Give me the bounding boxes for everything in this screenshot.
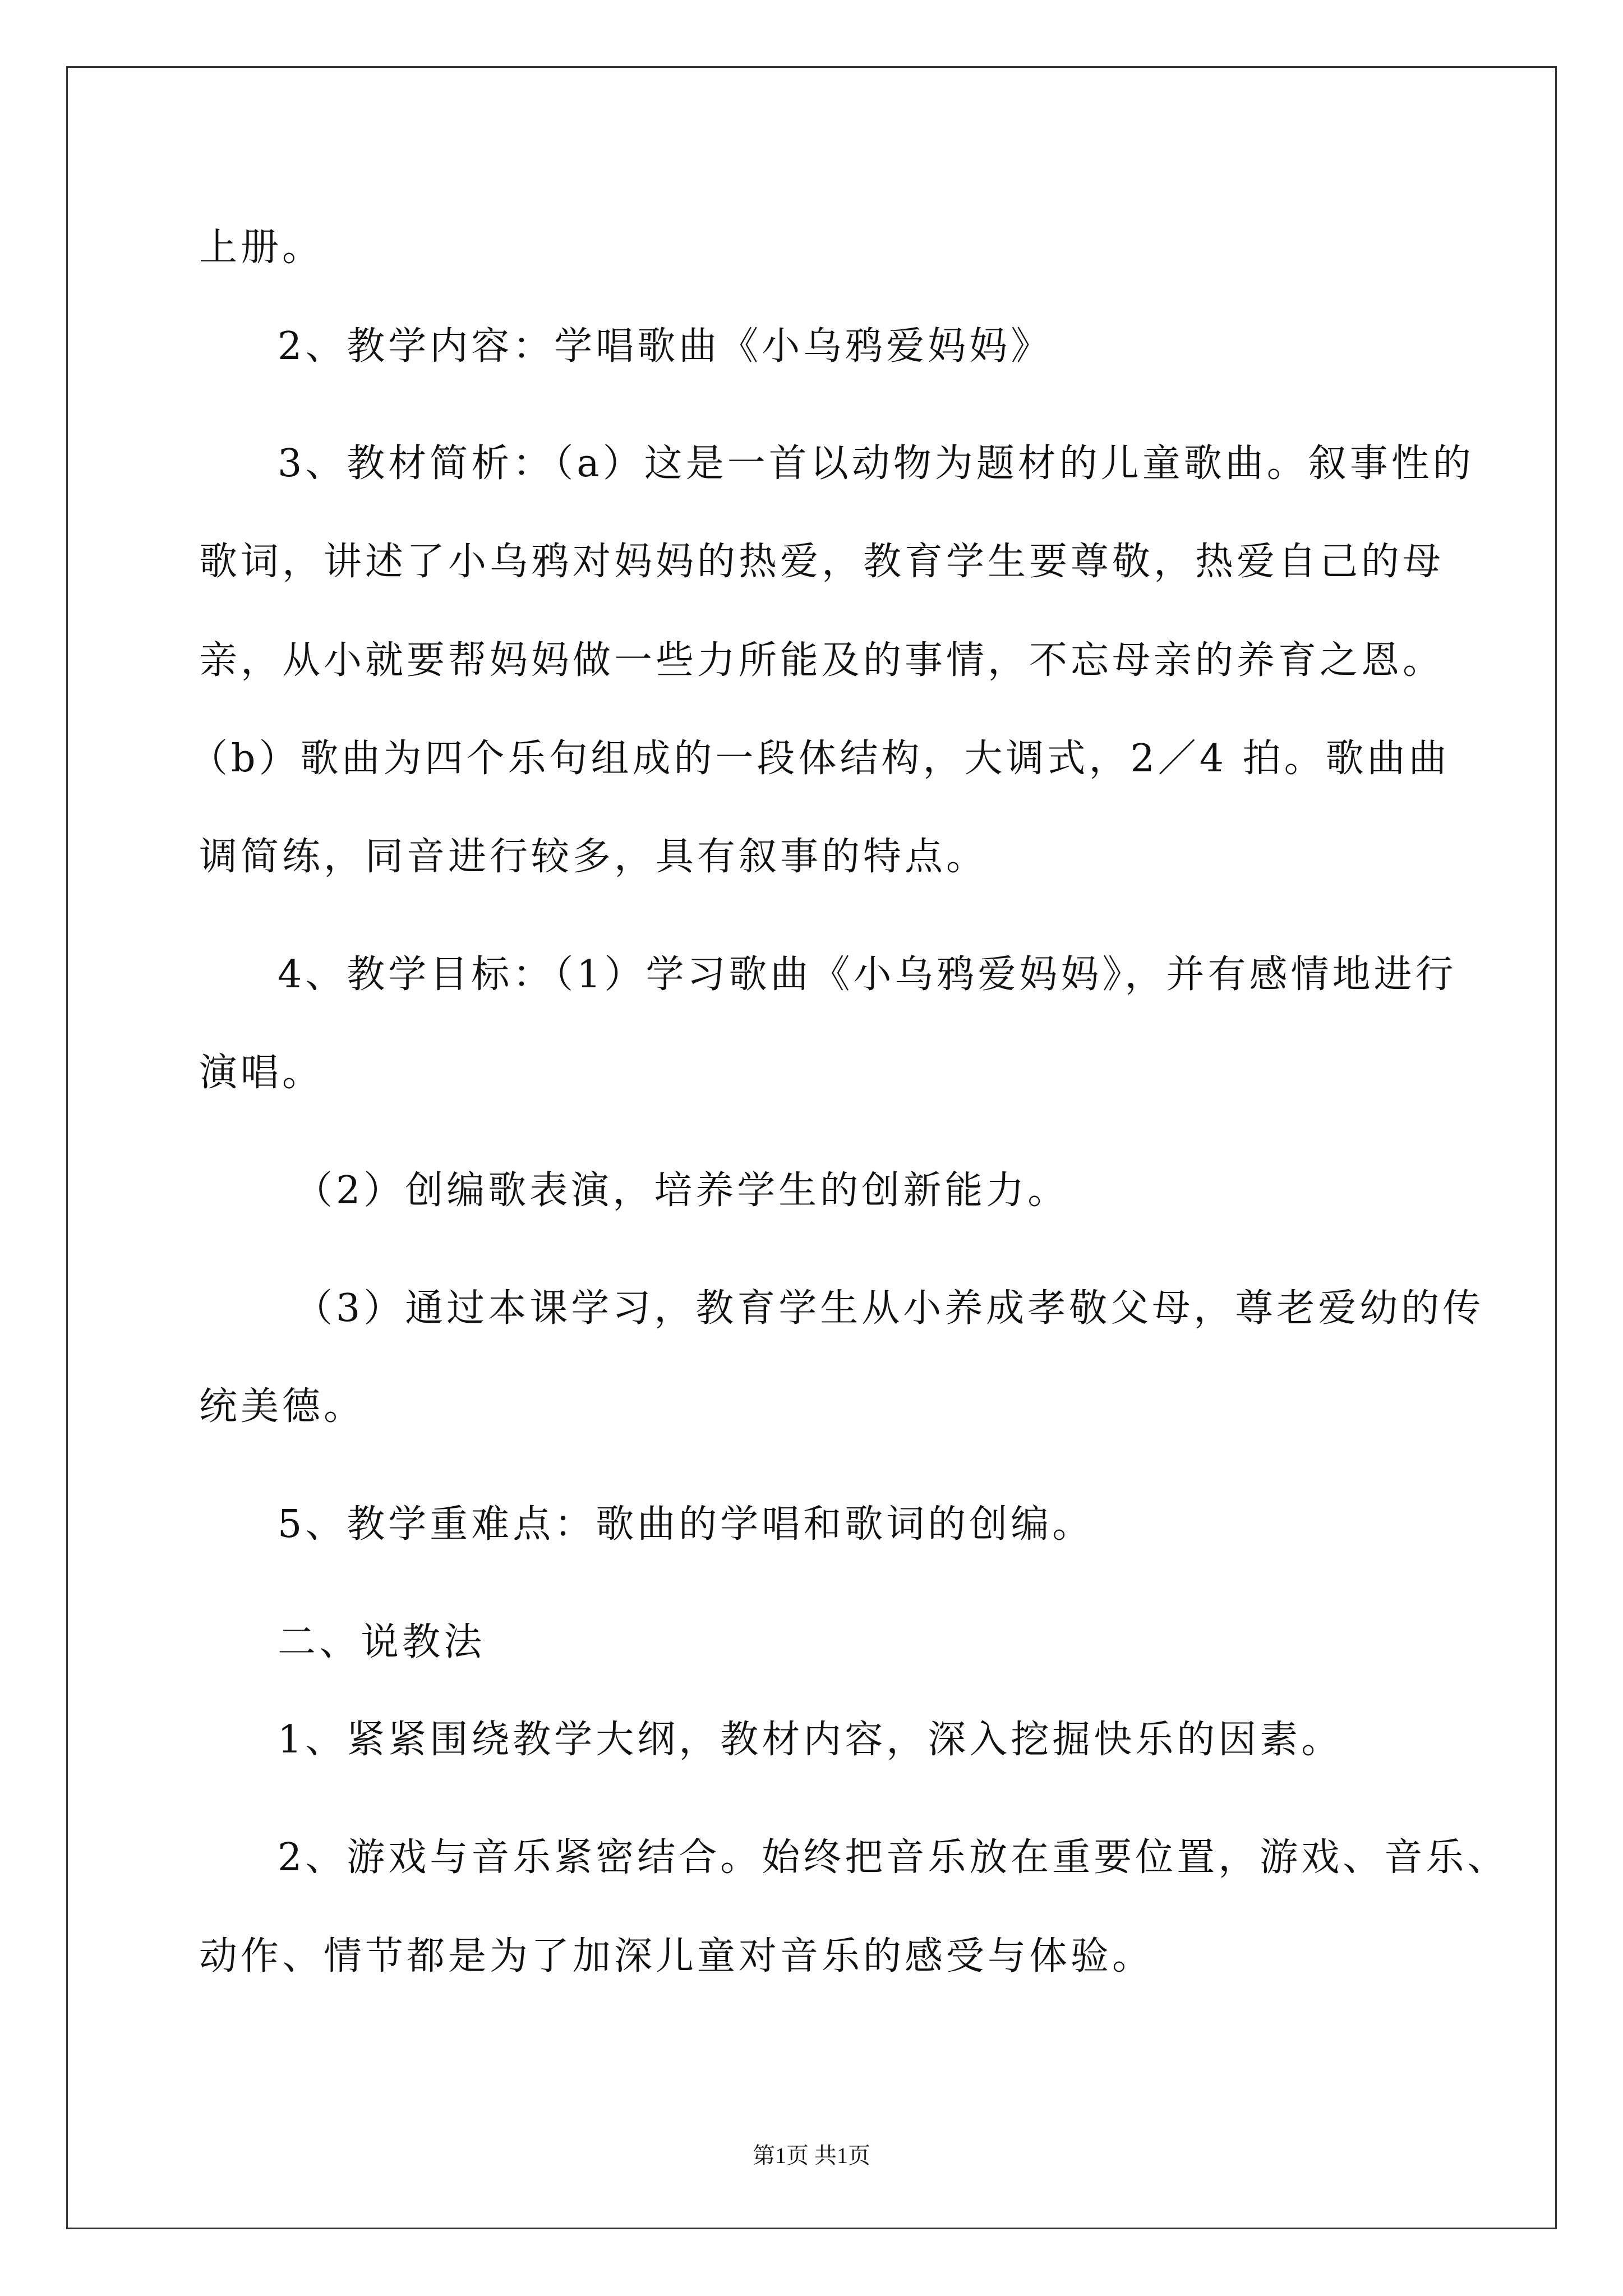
page-number-footer: 第1页 共1页 [753, 2143, 870, 2168]
text-line: 歌词，讲述了小乌鸦对妈妈的热爱，教育学生要尊敬，热爱自己的母 [199, 540, 1445, 584]
text-line: （2）创编歌表演，培养学生的创新能力。 [294, 1168, 1069, 1213]
text-line: 演唱。 [199, 1051, 324, 1095]
text-line: 4、教学目标：（1）学习歌曲《小乌鸦爱妈妈》，并有感情地进行 [278, 953, 1457, 997]
text-line: 1、紧紧围绕教学大纲，教材内容，深入挖掘快乐的因素。 [278, 1718, 1343, 1762]
text-line: 3、教材简析：（a）这是一首以动物为题材的儿童歌曲。叙事性的 [278, 441, 1474, 486]
text-line: 调简练，同音进行较多，具有叙事的特点。 [199, 835, 988, 879]
page-border [66, 66, 1557, 2229]
text-line: 亲，从小就要帮妈妈做一些力所能及的事情，不忘母亲的养育之恩。 [199, 638, 1445, 683]
text-line: 2、游戏与音乐紧密结合。始终把音乐放在重要位置，游戏、音乐、 [278, 1835, 1509, 1880]
section-heading: 二、说教法 [278, 1620, 486, 1664]
text-line: 2、教学内容：学唱歌曲《小乌鸦爱妈妈》 [278, 324, 1053, 369]
text-line: 上册。 [199, 226, 324, 270]
text-line: 动作、情节都是为了加深儿童对音乐的感受与体验。 [199, 1934, 1154, 1978]
text-line: （b）歌曲为四个乐句组成的一段体结构，大调式，2／4 拍。歌曲曲 [190, 737, 1450, 781]
text-line: （3）通过本课学习，教育学生从小养成孝敬父母，尊老爱幼的传 [294, 1286, 1484, 1331]
text-line: 5、教学重难点：歌曲的学唱和歌词的创编。 [278, 1502, 1094, 1547]
text-line: 统美德。 [199, 1384, 366, 1429]
